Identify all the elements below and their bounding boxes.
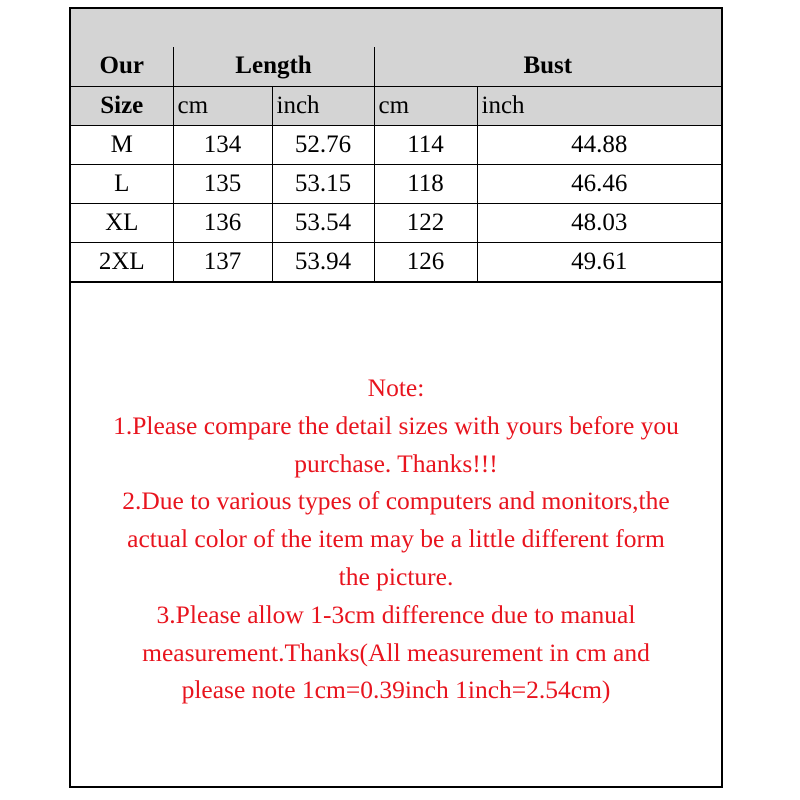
bust-inch-cell: 49.61 — [477, 242, 721, 282]
table-row — [71, 242, 721, 282]
size-cell: XL — [71, 203, 173, 242]
size-cell: 2XL — [71, 242, 173, 282]
table-row — [71, 164, 721, 203]
table-subheader-row — [71, 86, 721, 125]
size-chart-frame — [69, 7, 723, 788]
bust-header: Bust — [374, 47, 721, 86]
bust-cm-cell: 122 — [374, 203, 477, 242]
length-inch-cell: 53.15 — [272, 164, 374, 203]
note-line: 2.Due to various types of computers and monitors,the — [122, 486, 670, 516]
bust-cm-cell: 114 — [374, 125, 477, 164]
bust-cm-cell: 126 — [374, 242, 477, 282]
bust-cm-header: cm — [374, 86, 477, 125]
table-header-row — [71, 47, 721, 86]
note-line: 3.Please allow 1-3cm difference due to manual — [156, 599, 636, 629]
length-inch-cell: 53.94 — [272, 242, 374, 282]
note-line: measurement.Thanks(All measurement in cm and — [142, 637, 650, 667]
note-line: 1.Please compare the detail sizes with yours before you — [113, 410, 679, 440]
note-title: Note: — [367, 373, 425, 402]
length-header: Length — [173, 47, 374, 86]
bust-cm-cell: 118 — [374, 164, 477, 203]
size-cell: M — [71, 125, 173, 164]
size-table — [71, 47, 721, 283]
bust-inch-cell: 44.88 — [477, 125, 721, 164]
size-cell: L — [71, 164, 173, 203]
length-inch-header: inch — [272, 86, 374, 125]
length-cm-cell: 136 — [173, 203, 272, 242]
length-cm-cell: 137 — [173, 242, 272, 282]
length-inch-cell: 53.54 — [272, 203, 374, 242]
note-line: please note 1cm=0.39inch 1inch=2.54cm) — [181, 675, 611, 705]
note-line: purchase. Thanks!!! — [294, 448, 498, 478]
bust-inch-header: inch — [477, 86, 721, 125]
top-header-band — [71, 9, 721, 49]
table-row — [71, 203, 721, 242]
table-row — [71, 125, 721, 164]
length-inch-cell: 52.76 — [272, 125, 374, 164]
size-label: Size — [71, 86, 173, 125]
bust-inch-cell: 46.46 — [477, 164, 721, 203]
length-cm-cell: 135 — [173, 164, 272, 203]
length-cm-cell: 134 — [173, 125, 272, 164]
note-block — [71, 369, 721, 709]
bust-inch-cell: 48.03 — [477, 203, 721, 242]
our-size-label: Our — [71, 47, 173, 86]
note-line: actual color of the item may be a little different form — [127, 524, 665, 554]
length-cm-header: cm — [173, 86, 272, 125]
note-line: the picture. — [338, 561, 454, 591]
